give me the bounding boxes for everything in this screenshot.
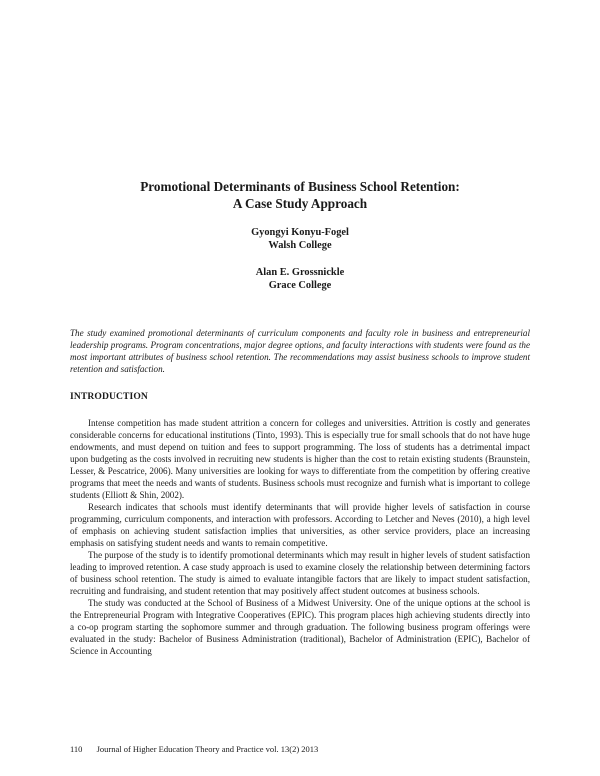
author-affiliation: Walsh College	[268, 240, 332, 251]
title-line-1: Promotional Determinants of Business School Retention:	[140, 179, 460, 194]
title-line-2: A Case Study Approach	[232, 196, 368, 211]
paragraph: The study was conducted at the School of Business of a Midwest University. One of the unique options at the school is the Entrepreneurial Program with Integrative Cooperatives (EPIC). This program places high achieving students directly into a co-op program starting the sophomore summer and through graduation. The following business program offerings were evaluated in the study: Bachelor of Business Administration (traditional), Bachelor of Administration (EPIC), Bachelor of Science in Accounting	[70, 598, 530, 656]
author-name: Alan E. Grossnickle	[255, 267, 345, 278]
section-heading-introduction: INTRODUCTION	[70, 391, 148, 402]
introduction-body	[70, 417, 530, 657]
author-affiliation: Grace College	[268, 280, 332, 291]
journal-citation: Journal of Higher Education Theory and Practice vol. 13(2) 2013	[96, 744, 319, 754]
page-footer	[70, 744, 318, 754]
paragraph: Research indicates that schools must identify determinants that will provide higher levels of satisfaction in course programming, curriculum components, and interaction with professors. According to Letcher and Neves (2010), a high level of emphasis on achieving student satisfaction implies that universities, as other service providers, place an increasing emphasis on satisfying student needs and wants to remain competitive.	[70, 502, 530, 548]
paragraph: The purpose of the study is to identify promotional determinants which may result in higher levels of student satisfaction leading to improved retention. A case study approach is used to examine closely the relationship between determining factors of business school retention. The study is aimed to evaluate intangible factors that are likely to impact student satisfaction, recruiting and fundraising, and student retention that may positively affect student outcomes at business schools.	[70, 550, 530, 596]
paragraph: Intense competition has made student attrition a concern for colleges and universities. Attrition is costly and generates considerable concerns for educational institutions (Tinto, 1993). This is especially true for small schools that do not have huge endowments, and must depend on tuition and fees to support programming. The loss of students has a detrimental impact upon budgeting as the costs involved in recruiting new students is higher than the cost to retain existing students (Braunstein, Lesser, & Pescatrice, 2006). Many universities are looking for ways to differentiate from the competition by offering creative programs that meet the needs and wants of students. Business schools must recognize and furnish what is important to college students (Elliott & Shin, 2002).	[70, 418, 530, 500]
abstract: The study examined promotional determinants of curriculum components and faculty role in business and entrepreneurial leadership programs. Program concentrations, major degree options, and faculty interactions with students were found as the most important attributes of business school retention. The recommendations may assist business schools to improve student retention and satisfaction.	[70, 328, 530, 374]
author-block-2	[70, 266, 530, 292]
author-block-1	[70, 226, 530, 252]
paper-title	[70, 178, 530, 212]
author-name: Gyongyi Konyu-Fogel	[251, 227, 349, 238]
page-number: 110	[70, 744, 83, 754]
